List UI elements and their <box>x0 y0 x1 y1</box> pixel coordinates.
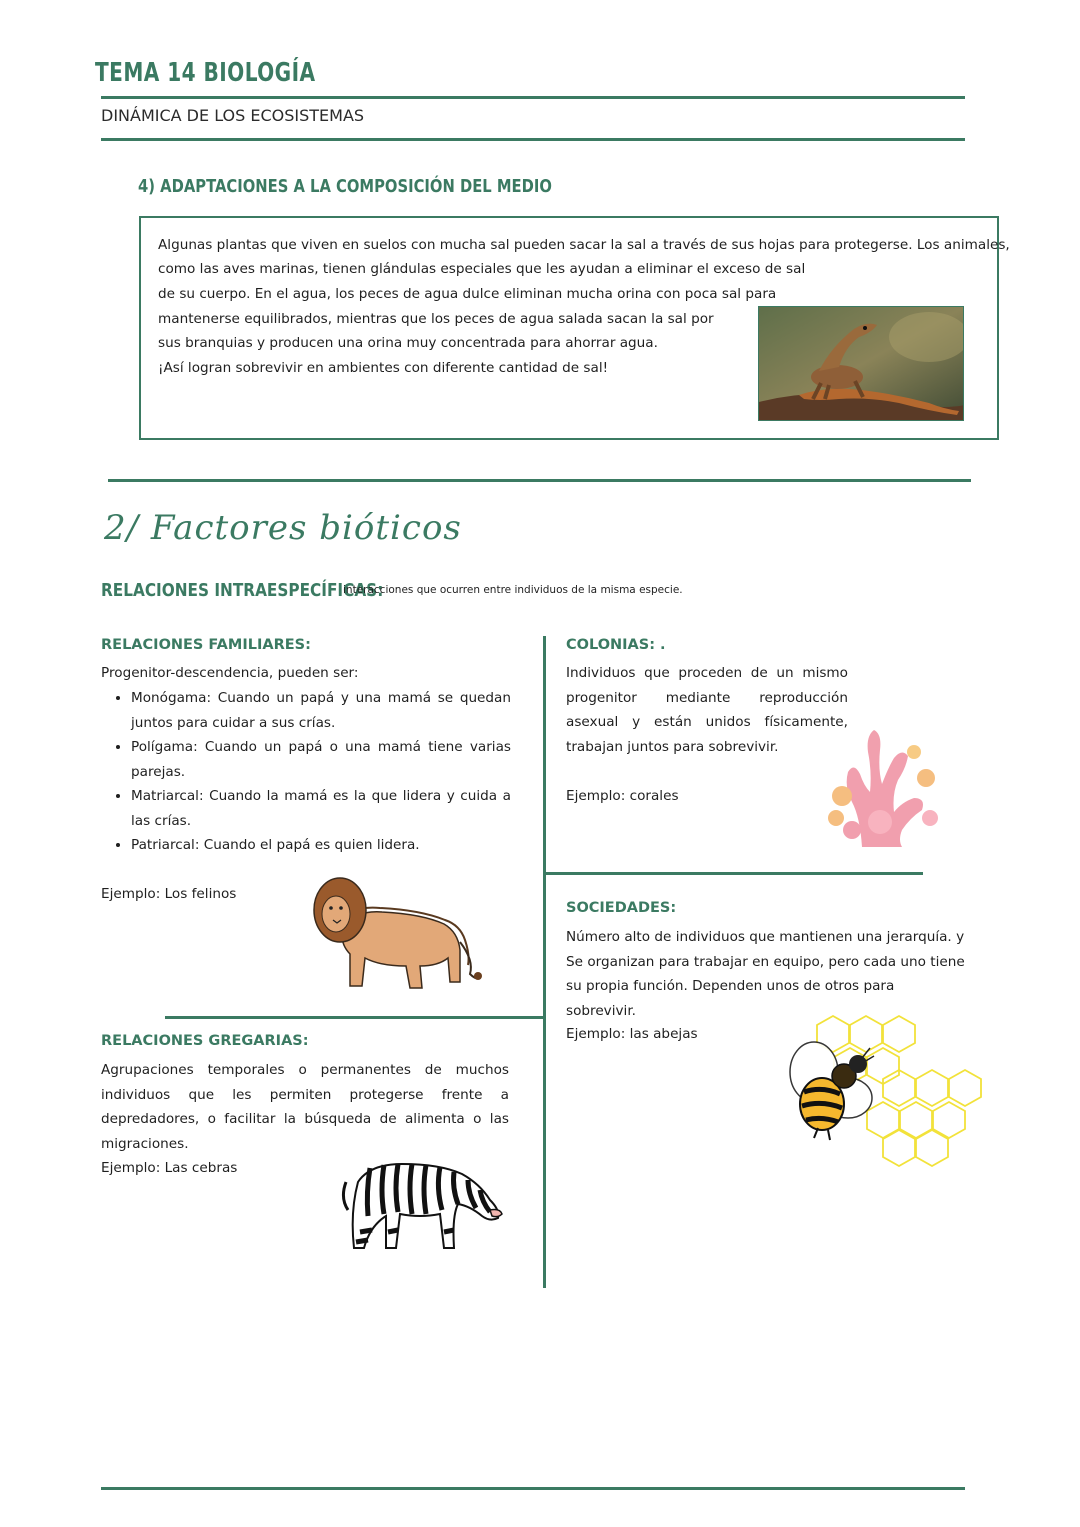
right-row-divider <box>545 872 923 875</box>
zebra-illustration <box>340 1152 505 1254</box>
gregarias-heading: RELACIONES GREGARIAS: <box>101 1033 309 1049</box>
section4-heading: 4) ADAPTACIONES A LA COMPOSICIÓN DEL MEDIO <box>138 176 552 197</box>
intraspecific-heading: RELACIONES INTRAESPECÍFICAS: <box>101 580 384 601</box>
coral-illustration <box>822 722 944 852</box>
lizard-photo <box>758 306 964 421</box>
left-row-divider <box>165 1016 544 1019</box>
footer-line <box>101 1487 965 1490</box>
colonias-text: Individuos que proceden de un mismo progenitor mediante reproducción asexual y están unidos físicamente, trabajan juntos para sobrevivir. <box>566 665 848 755</box>
section4-line: Algunas plantas que viven en suelos con mucha sal pueden sacar la sal a través de sus hojas para protegerse. Los animales, <box>158 237 1010 253</box>
colonias-example: Ejemplo: corales <box>566 788 679 804</box>
section4-line: de su cuerpo. En el agua, los peces de agua dulce eliminan mucha orina con poca sal para <box>158 286 777 302</box>
subtitle-underline <box>101 138 965 141</box>
column-divider <box>543 636 546 1288</box>
intraspecific-description: interacciones que ocurren entre individuos de la misma especie. <box>343 584 683 596</box>
list-item: • Matriarcal: Cuando la mamá es la que lidera y cuida a las crías. <box>131 784 511 833</box>
list-item: • Patriarcal: Cuando el papá es quien lidera. <box>131 833 511 858</box>
section4-line: mantenerse equilibrados, mientras que los peces de agua salada sacan la sal por <box>158 311 714 327</box>
list-item: • Polígama: Cuando un papá o una mamá tiene varias parejas. <box>131 735 511 784</box>
gregarias-text: Agrupaciones temporales o permanentes de muchos individuos que les permiten protegerse frente a depredadores, o facilitar la búsqueda de alimenta o las migraciones. <box>101 1062 509 1152</box>
colonias-heading: COLONIAS: . <box>566 637 666 653</box>
lion-illustration <box>310 870 485 995</box>
familiares-heading: RELACIONES FAMILIARES: <box>101 637 311 653</box>
bee-honeycomb-illustration <box>778 1012 983 1167</box>
sociedades-example: Ejemplo: las abejas <box>566 1026 698 1042</box>
section-divider <box>108 479 971 482</box>
section4-line: ¡Así logran sobrevivir en ambientes con diferente cantidad de sal! <box>158 360 609 376</box>
sociedades-text: Número alto de individuos que mantienen una jerarquía. y Se organizan para trabajar en equipo, pero cada uno tiene su propia función. Dependen unos de otros para sobrevivir. <box>566 929 965 1019</box>
page-title: TEMA 14 BIOLOGÍA <box>95 58 316 88</box>
title-underline <box>101 96 965 99</box>
section4-line: sus branquias y producen una orina muy concentrada para ahorrar agua. <box>158 335 658 351</box>
sociedades-heading: SOCIEDADES: <box>566 900 677 916</box>
familiares-example: Ejemplo: Los felinos <box>101 886 237 902</box>
biotic-heading: 2/ Factores bióticos <box>104 508 462 548</box>
page-subtitle: DINÁMICA DE LOS ECOSISTEMAS <box>101 106 365 125</box>
section4-line: como las aves marinas, tienen glándulas especiales que les ayudan a eliminar el exceso de sal <box>158 261 806 277</box>
gregarias-example: Ejemplo: Las cebras <box>101 1160 238 1176</box>
list-item: • Monógama: Cuando un papá y una mamá se quedan juntos para cuidar a sus crías. <box>131 686 511 735</box>
familiares-list <box>101 686 511 858</box>
familiares-intro: Progenitor-descendencia, pueden ser: <box>101 665 359 681</box>
